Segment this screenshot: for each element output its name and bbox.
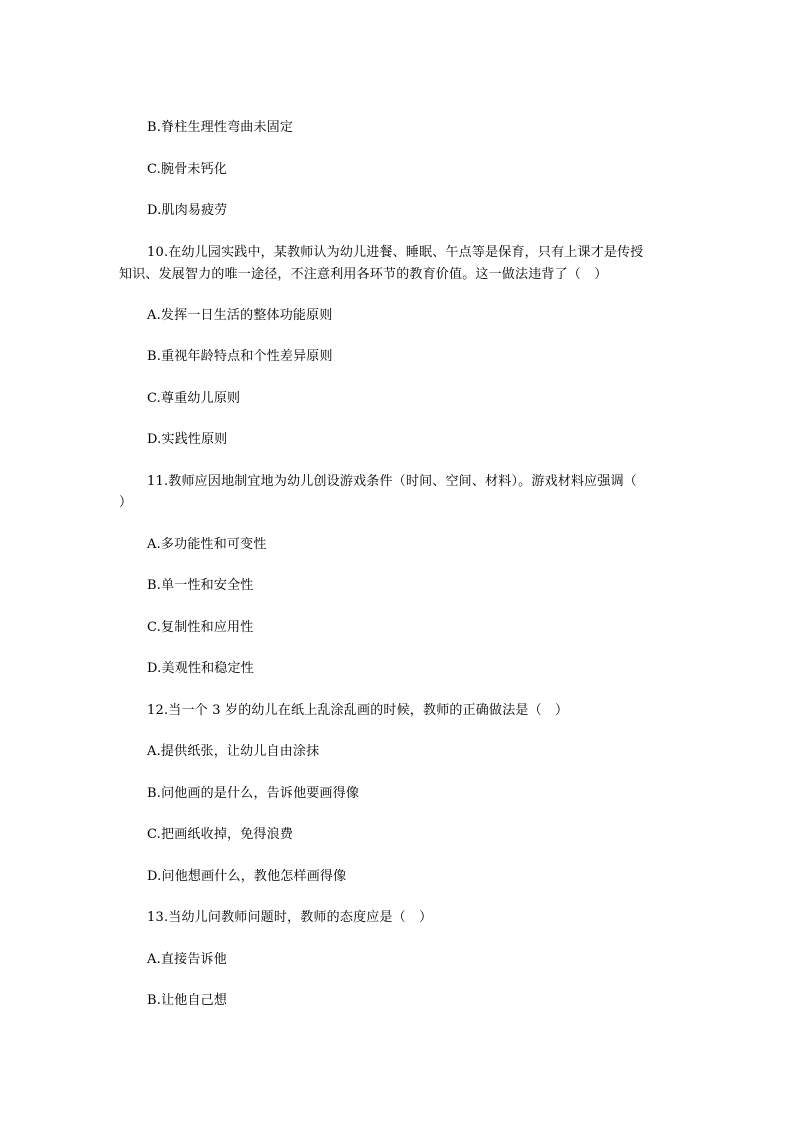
- question-13: 13.当幼儿问教师问题时，教师的态度应是（ ）: [147, 910, 433, 925]
- option-b-spine: B.脊柱生理性弯曲未固定: [147, 120, 294, 135]
- question-11-option-d: D.美观性和稳定性: [147, 661, 254, 676]
- option-c-carpal: C.腕骨未钙化: [147, 162, 228, 177]
- question-10-line-2: 知识、发展智力的唯一途径，不注意利用各环节的教育价值。这一做法违背了（ ）: [119, 267, 608, 282]
- question-12-option-b: B.问他画的是什么，告诉他要画得像: [147, 786, 360, 801]
- option-d-muscle: D.肌肉易疲劳: [147, 203, 228, 218]
- question-11-option-a: A.多功能性和可变性: [147, 537, 267, 552]
- question-13-option-a: A.直接告诉他: [147, 952, 227, 967]
- question-11-line-2: ）: [119, 495, 133, 510]
- question-11-option-c: C.复制性和应用性: [147, 620, 254, 635]
- question-10-option-a: A.发挥一日生活的整体功能原则: [147, 308, 333, 323]
- question-10-option-c: C.尊重幼儿原则: [147, 391, 241, 406]
- question-10-option-d: D.实践性原则: [147, 432, 228, 447]
- question-11-line-1: 11.教师应因地制宜地为幼儿创设游戏条件（时间、空间、材料）。游戏材料应强调（: [147, 474, 637, 489]
- question-10-line-1: 10.在幼儿园实践中，某教师认为幼儿进餐、睡眠、午点等是保育，只有上课才是传授: [147, 245, 644, 260]
- question-12-option-a: A.提供纸张，让幼儿自由涂抹: [147, 744, 320, 759]
- question-12-option-c: C.把画纸收掉，免得浪费: [147, 827, 294, 842]
- question-11-option-b: B.单一性和安全性: [147, 578, 254, 593]
- question-12: 12.当一个 3 岁的幼儿在纸上乱涂乱画的时候，教师的正确做法是（ ）: [147, 703, 569, 718]
- question-13-option-b: B.让他自己想: [147, 993, 228, 1008]
- question-10-option-b: B.重视年龄特点和个性差异原则: [147, 349, 333, 364]
- question-12-option-d: D.问他想画什么，教他怎样画得像: [147, 869, 347, 884]
